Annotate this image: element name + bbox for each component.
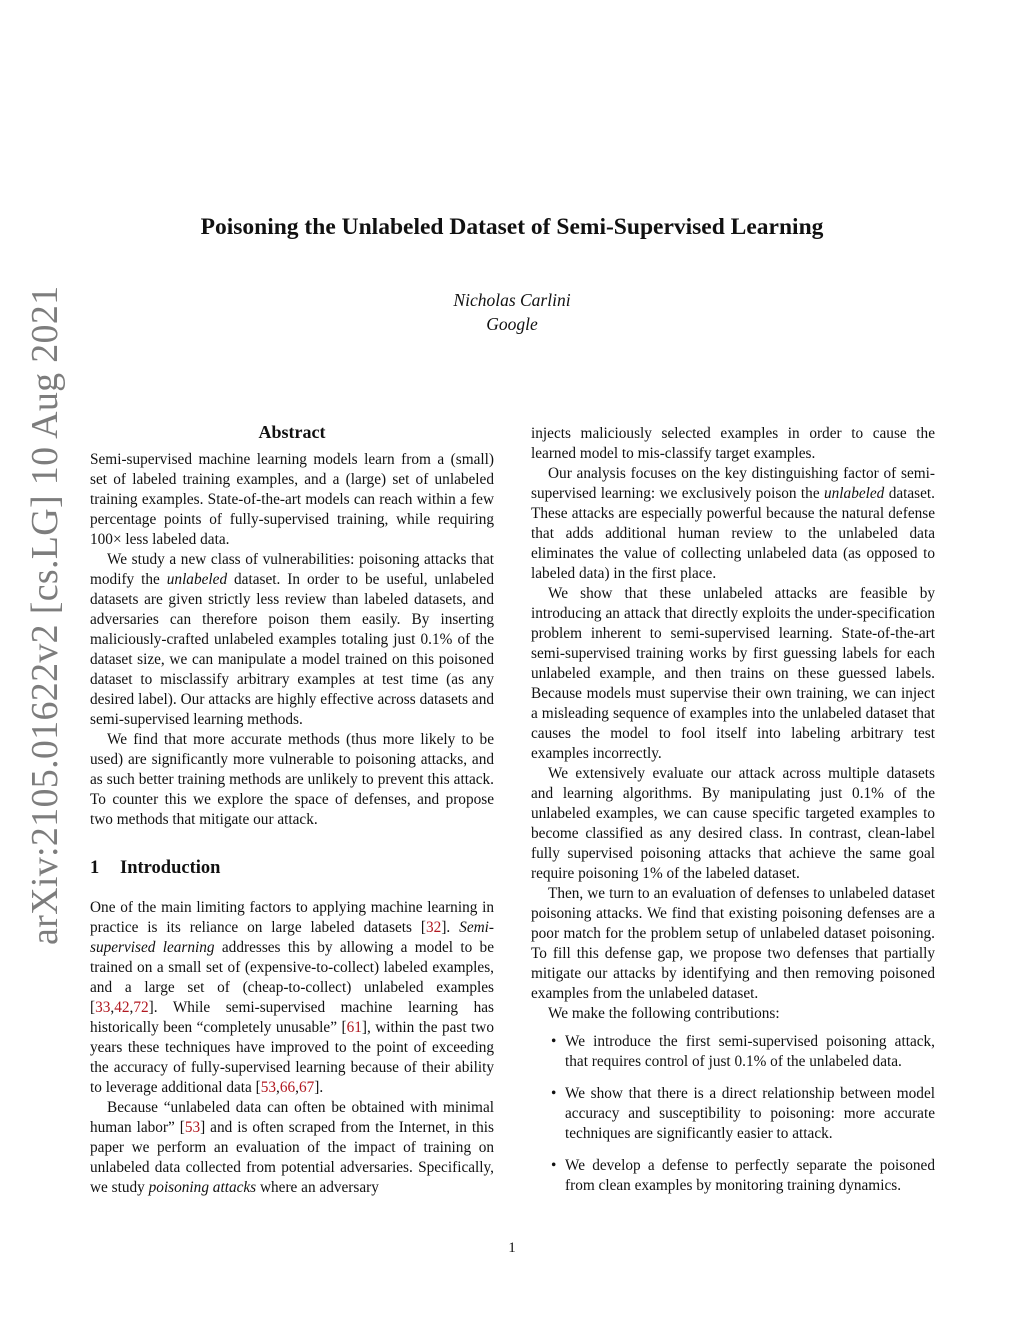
text-run: One of the main limiting factors to applying machine learning in practice is its reliance on large labeled datasets [: [90, 899, 494, 936]
text-run: dataset. These attacks are especially powerful because the natural defense that adds additional human review to the unlabeled data eliminates the value of collecting unlabeled data (as opposed to labeled data) in the first place.: [531, 485, 935, 582]
intro-paragraph-1: One of the main limiting factors to applying machine learning in practice is its reliance on large labeled datasets [32]. Semi-supervised learning addresses this by allowing a model to be trained on a small set of (expensive-to-collect) labeled examples, and a large set of (cheap-to-collect) unlabeled examples [33,42,72]. While semi-supervised machine learning has historically been “completely unusable” [61], within the past two years these techniques have improved to the point of exceeding the accuracy of fully-supervised learning because of their ability to leverage additional data [53,66,67].: [90, 899, 495, 1096]
intro-paragraph-5: We show that these unlabeled attacks are feasible by introducing an attack that directly exploits the under-specification problem inherent to semi-supervised learning. State-of-the-art semi-supervised training works by first guessing labels for each unlabeled example, and then trains on these guessed labels. Because models must supervise their own training, we can inject a misleading sequence of examples into the unlabeled dataset that causes the model to fool itself into labeling arbitrary test examples incorrectly.: [531, 585, 935, 762]
intro-paragraph-3: injects maliciously selected examples in order to cause the learned model to mis-classify target examples.: [531, 425, 935, 462]
list-item-text: We show that there is a direct relationship between model accuracy and susceptibility to poisoning: more accurate techniques are significantly easier to attack.: [565, 1085, 935, 1142]
abstract-heading: Abstract: [258, 422, 326, 442]
bullet-icon: •: [551, 1157, 557, 1174]
citation-link[interactable]: 66: [279, 1079, 296, 1096]
abstract-paragraph-3: We find that more accurate methods (thus more likely to be used) are significantly more vulnerable to poisoning attacks, and as such better training methods are unlikely to prevent this attack. To counter this we explore the space of defenses, and propose two methods that mitigate our attack.: [90, 731, 494, 828]
bullet-icon: •: [551, 1033, 557, 1050]
emphasis: unlabeled: [166, 571, 228, 588]
section-number: 1: [90, 858, 100, 878]
section-heading-introduction: [90, 856, 494, 880]
right-column: [531, 424, 935, 1208]
text-run: ]. While semi-supervised machine learning has historically been “completely unusable” [: [90, 999, 494, 1036]
intro-paragraph-2: [90, 1098, 494, 1198]
text-run: addresses this by allowing a model to be trained on a small set of (expensive-to-collect) labeled examples, and a large set of (cheap-to-collect) unlabeled examples [: [90, 939, 494, 1016]
arxiv-identifier-stamp: arXiv:2105.01622v2 [cs.LG] 10 Aug 2021: [24, 285, 66, 945]
text-run: We study a new class of vulnerabilities: poisoning attacks that modify the: [90, 551, 494, 588]
emphasis: poisoning attacks: [148, 1179, 257, 1196]
list-item: [531, 1032, 935, 1072]
text-run: ].: [314, 1079, 324, 1096]
list-item: [531, 1084, 935, 1144]
text-run: Our analysis focuses on the key distinguishing factor of semi-supervised learning: we exclusively poison the: [531, 465, 935, 502]
intro-paragraph-7: Then, we turn to an evaluation of defenses to unlabeled dataset poisoning attacks. We find that existing poisoning defenses are a poor match for the problem setup of unlabeled dataset poisoning. To fill this defense gap, we propose two defenses that partially mitigate our attacks by identifying and then removing poisoned examples from the unlabeled dataset.: [531, 885, 935, 1002]
abstract-paragraph-1: Semi-supervised machine learning models learn from a (small) set of labeled training examples, and a (large) set of unlabeled training examples. State-of-the-art models can reach within a few percentage points of fully-supervised training, while requiring 100× less labeled data.: [90, 451, 494, 548]
text-run: Because “unlabeled data can often be obtained with minimal human labor” [: [90, 1099, 494, 1136]
emphasis: unlabeled: [824, 485, 885, 502]
citation-link[interactable]: 53: [260, 1079, 277, 1096]
citation-link[interactable]: 61: [346, 1019, 362, 1036]
intro-paragraph-4: [531, 464, 935, 584]
abstract-paragraph-2: [90, 550, 494, 730]
citation-link[interactable]: 33: [95, 999, 111, 1016]
text-run: ], within the past two years these techniques have improved to the point of exceeding the accuracy of fully-supervised learning because of their ability to leverage additional data [: [90, 1019, 494, 1096]
section-title: Introduction: [120, 858, 221, 878]
list-item-text: We introduce the first semi-supervised poisoning attack, that requires control of just 0.1% of the unlabeled data.: [565, 1033, 935, 1070]
emphasis: Semi-supervised learning: [90, 919, 495, 956]
list-item: [531, 1156, 935, 1196]
text-run: dataset. In order to be useful, unlabeled datasets are given strictly less review than labeled datasets, and adversaries can therefore poison them easily. By inserting maliciously-crafted unlabeled examples totaling just 0.1% of the dataset size, we can manipulate a model trained on this poisoned dataset to misclassify arbitrary examples at test time (as any desired label). Our attacks are highly effective across datasets and semi-supervised learning methods.: [90, 571, 494, 728]
contributions-list: [531, 1032, 935, 1196]
text-run: ] and is often scraped from the Internet, in this paper we perform an evaluation of the impact of training on unlabeled data collected from potential adversaries. Specifically, we study: [90, 1119, 494, 1196]
author-affiliation: Google: [486, 314, 538, 334]
author-name: Nicholas Carlini: [453, 290, 571, 310]
citation-link[interactable]: 53: [184, 1119, 201, 1136]
page-number: 1: [508, 1240, 516, 1256]
text-run: ].: [441, 919, 460, 936]
author-block: [312, 288, 712, 336]
paper-title: Poisoning the Unlabeled Dataset of Semi-Supervised Learning: [200, 214, 824, 240]
intro-paragraph-8: We make the following contributions:: [548, 1005, 780, 1022]
citation-link[interactable]: 32: [426, 919, 442, 936]
text-run: where an adversary: [256, 1179, 379, 1196]
citation-link[interactable]: 72: [133, 999, 149, 1016]
bullet-icon: •: [551, 1085, 557, 1102]
citation-link[interactable]: 67: [299, 1079, 315, 1096]
list-item-text: We develop a defense to perfectly separate the poisoned from clean examples by monitoring training dynamics.: [565, 1157, 935, 1194]
left-column: [90, 420, 494, 1198]
intro-paragraph-6: We extensively evaluate our attack across multiple datasets and learning algorithms. By manipulating just 0.1% of the unlabeled examples, we can cause specific targeted examples to become classified as any desired class. In contrast, clean-label fully supervised poisoning attacks that achieve the same goal require poisoning 1% of the labeled dataset.: [531, 765, 935, 882]
citation-link[interactable]: 42: [114, 999, 130, 1016]
